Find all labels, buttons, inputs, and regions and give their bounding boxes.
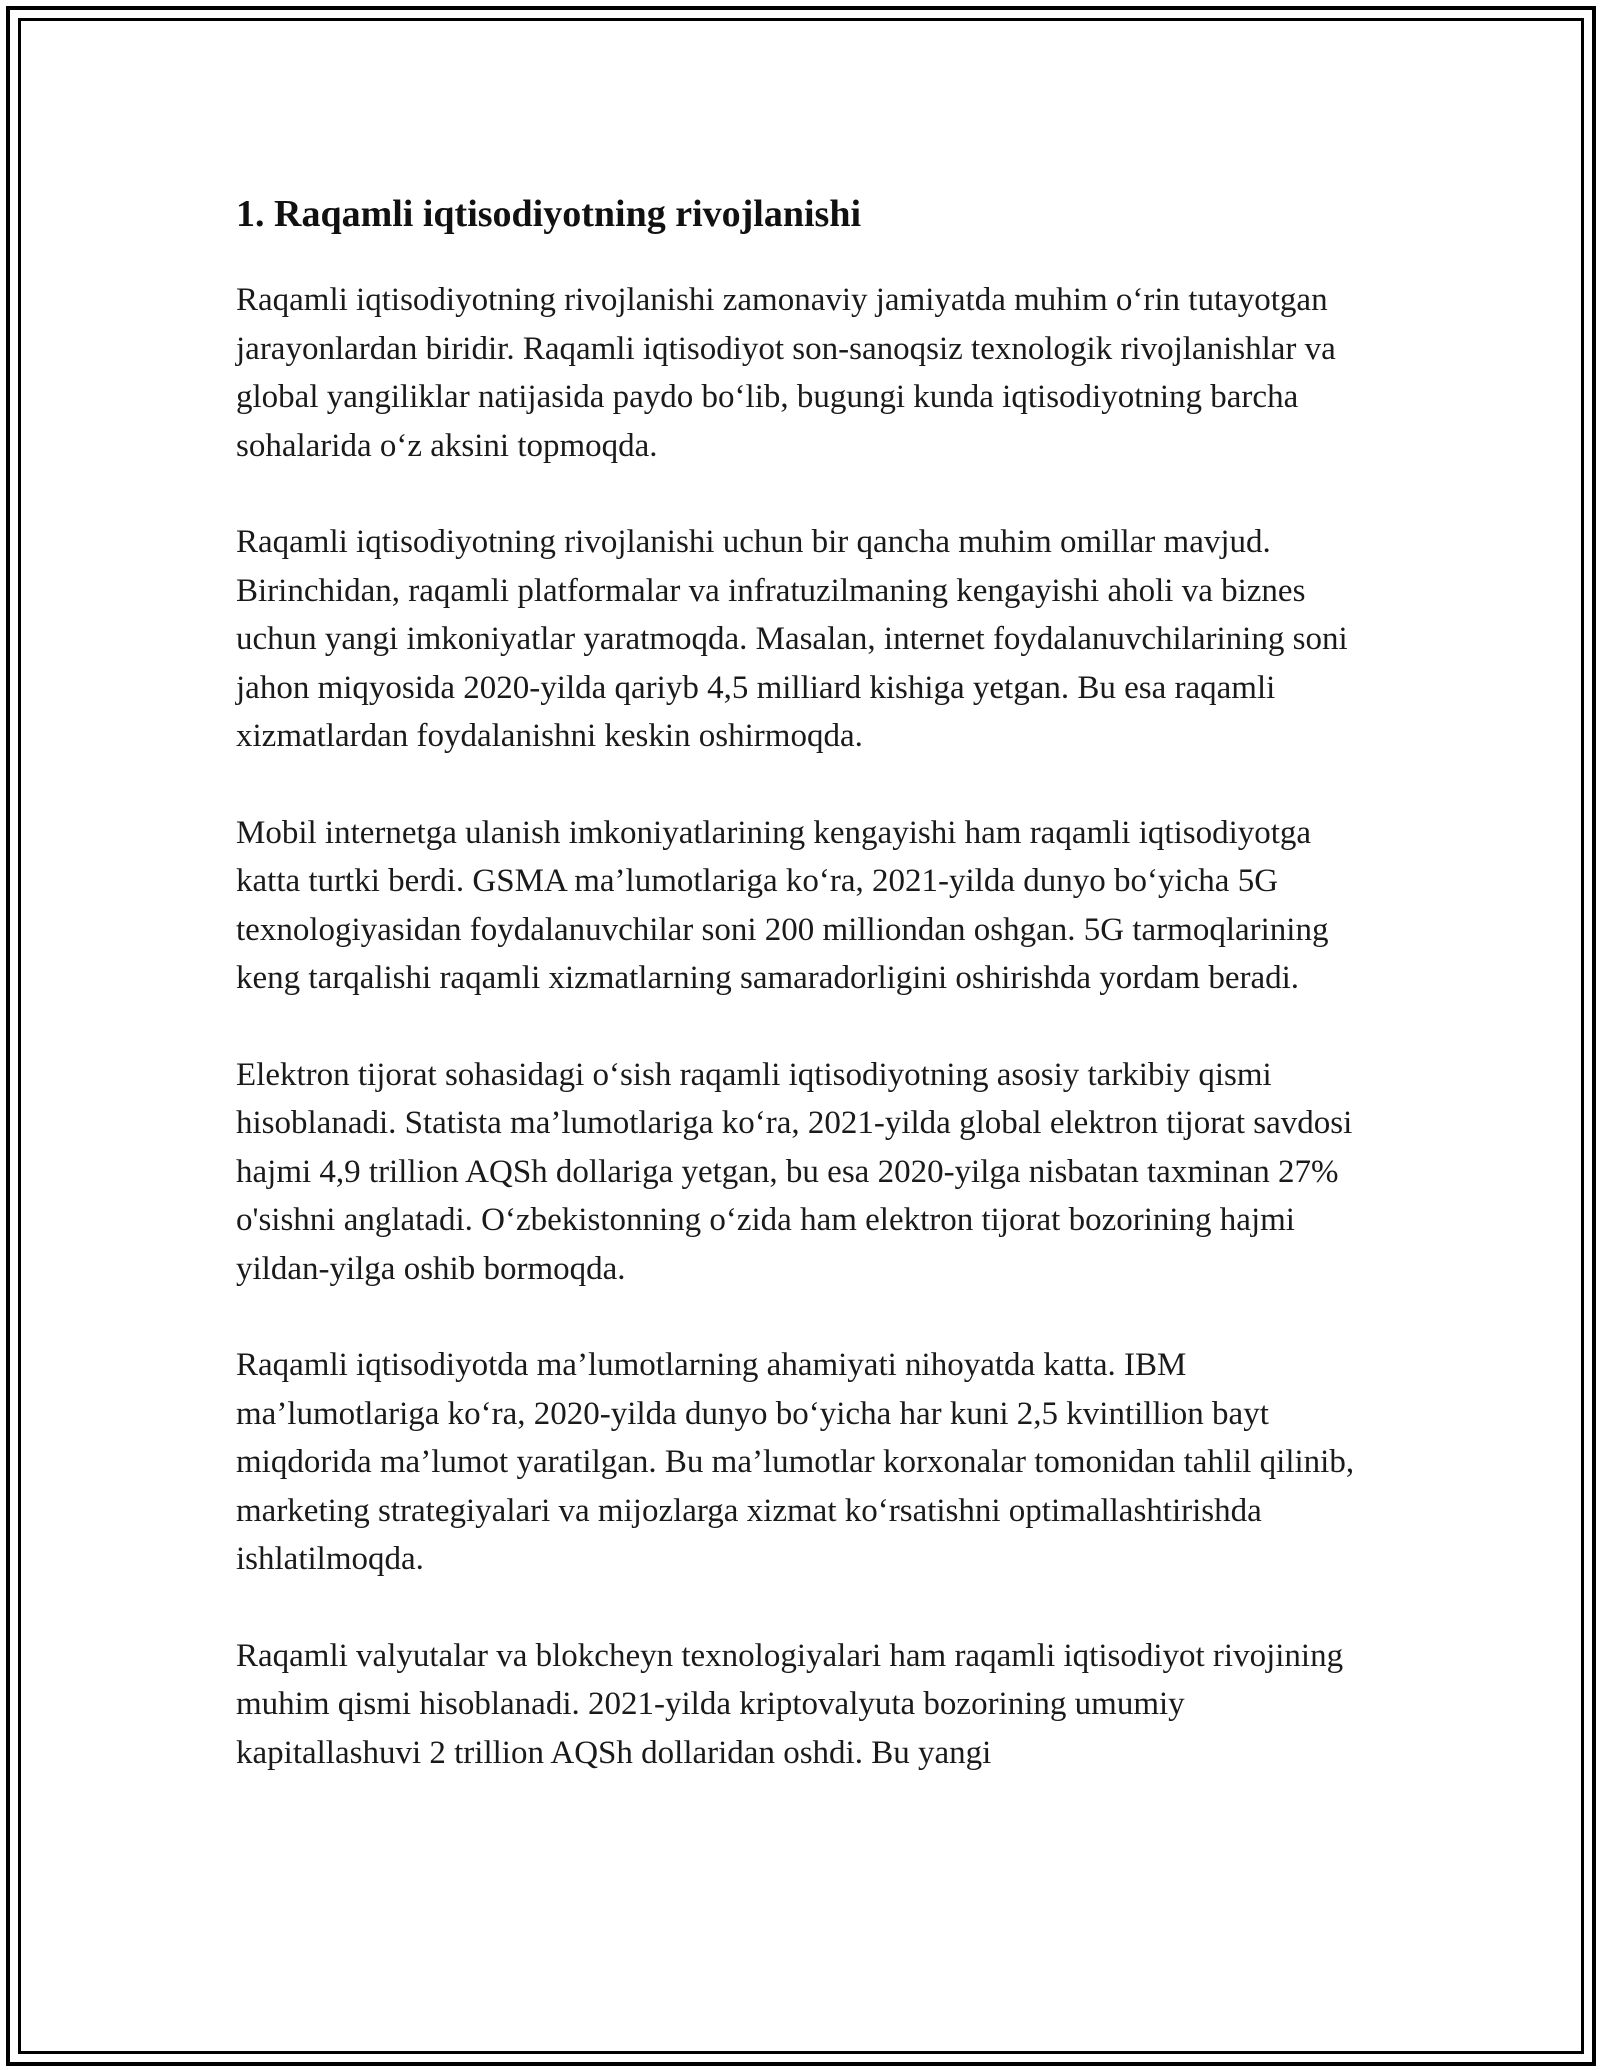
paragraph-mobile-internet: Mobil internetga ulanish imkoniyatlarining kengayishi ham raqamli iqtisodiyotga katta turtki berdi. GSMA ma’lumotlariga ko‘ra, 2021-yilda dunyo bo‘yicha 5G texnologiyasidan foydalanuvchilar soni 200 milliondan oshgan. 5G tarmoqlarining keng tarqalishi raqamli xizmatlarning samaradorligini oshirishda yordam beradi. [236, 814, 1329, 996]
paragraph-data: Raqamli iqtisodiyotda ma’lumotlarning ahamiyati nihoyatda katta. IBM ma’lumotlariga ko‘ra, 2020-yilda dunyo bo‘yicha har kuni 2,5 kvintillion bayt miqdorida ma’lumot yaratilgan. Bu ma’lumotlar korxonalar tomonidan tahlil qilinib, marketing strategiyalari va mijozlarga xizmat ko‘rsatishni optimallashtirishda ishlatilmoqda. [236, 1347, 1355, 1577]
section-heading: 1. Raqamli iqtisodiyotning rivojlanishi [236, 193, 862, 235]
paragraph-ecommerce: Elektron tijorat sohasidagi o‘sish raqamli iqtisodiyotning asosiy tarkibiy qismi hisoblanadi. Statista ma’lumotlariga ko‘ra, 2021-yilda global elektron tijorat savdosi hajmi 4,9 trillion AQSh dollariga yetgan, bu esa 2020-yilga nisbatan taxminan 27% o'sishni anglatadi. O‘zbekistonning o‘zida ham elektron tijorat bozorining hajmi yildan-yilga oshib bormoqda. [236, 1056, 1353, 1287]
paragraph-intro: Raqamli iqtisodiyotning rivojlanishi zamonaviy jamiyatda muhim o‘rin tutayotgan jarayonlardan biridir. Raqamli iqtisodiyot son-sanoqsiz texnologik rivojlanishlar va global yangiliklar natijasida paydo bo‘lib, bugungi kunda iqtisodiyotning barcha sohalarida o‘z aksini topmoqda. [236, 282, 1336, 464]
paragraph-crypto: Raqamli valyutalar va blokcheyn texnologiyalari ham raqamli iqtisodiyot rivojining muhim qismi hisoblanadi. 2021-yilda kriptovalyuta bozorining umumiy kapitallashuvi 2 trillion AQSh dollaridan oshdi. Bu yangi [236, 1637, 1344, 1771]
document-body [236, 186, 1366, 1825]
paragraph-factors: Raqamli iqtisodiyotning rivojlanishi uchun bir qancha muhim omillar mavjud. Birinchidan, raqamli platformalar va infratuzilmaning kengayishi aholi va biznes uchun yangi imkoniyatlar yaratmoqda. Masalan, internet foydalanuvchilarining soni jahon miqyosida 2020-yilda qariyb 4,5 milliard kishiga yetgan. Bu esa raqamli xizmatlardan foydalanishni keskin oshirmoqda. [236, 524, 1348, 754]
